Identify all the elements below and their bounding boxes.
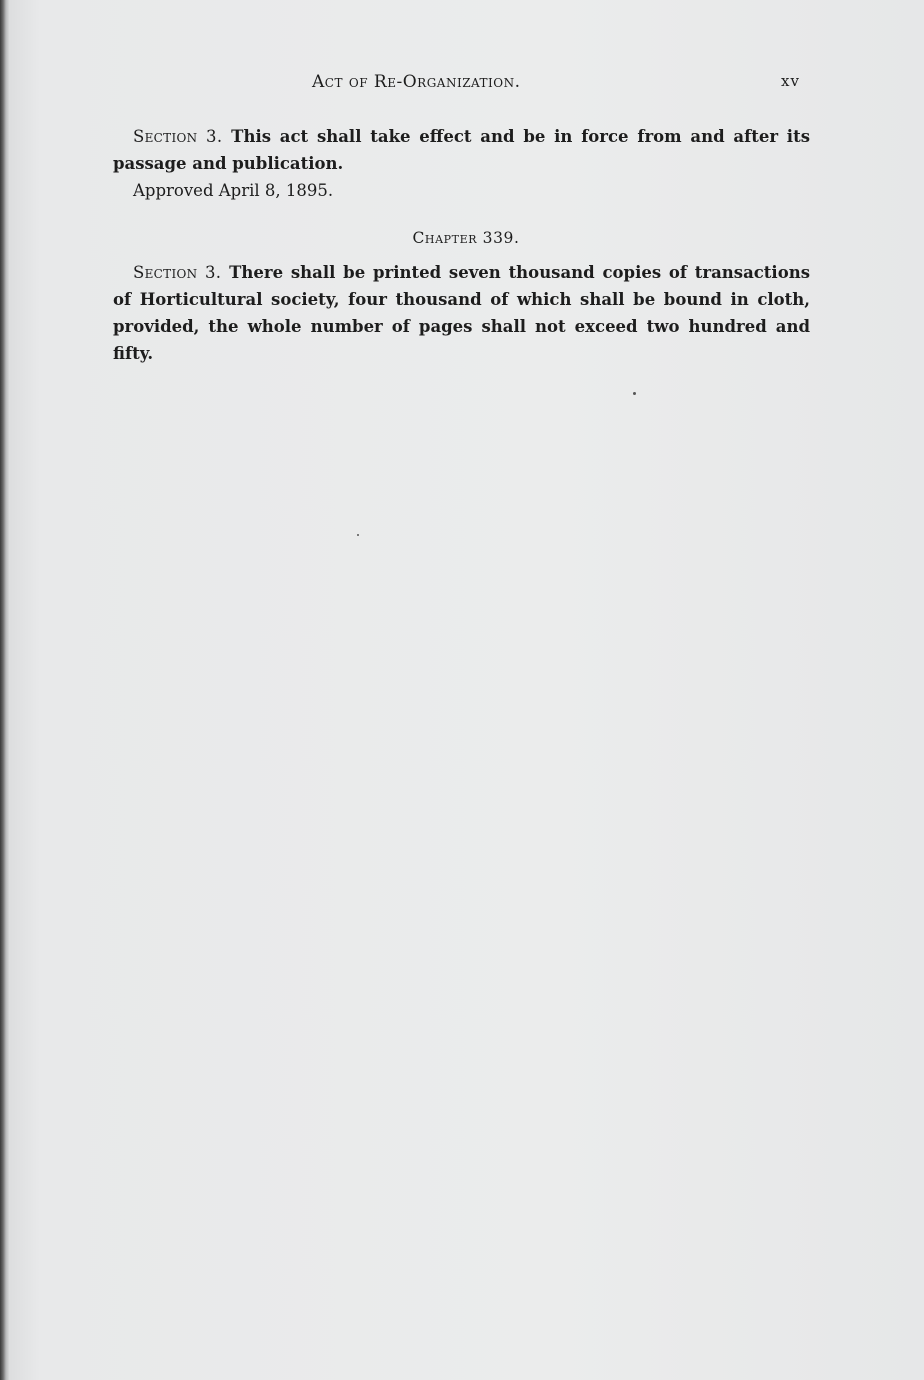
running-head	[0, 72, 924, 98]
chapter-section-block	[113, 259, 810, 367]
chapter-section-text: There shall be printed seven thousand copies of transactions of Horticultural society, four thousand of which shall be bound in cloth, provided, the whole number of pages shall not exceed two hundred and fifty.	[113, 263, 810, 363]
approval-text: Approved April 8, 1895.	[133, 181, 334, 200]
section-label: Section 3.	[133, 127, 223, 146]
section-paragraph	[113, 123, 810, 177]
chapter-section-label: Section 3.	[133, 263, 222, 282]
print-speck	[633, 392, 636, 395]
section-block	[113, 123, 810, 204]
binding-edge	[0, 0, 9, 1380]
print-speck	[357, 534, 359, 536]
page-number: xv	[781, 72, 800, 90]
section-text: This act shall take effect and be in force from and after its passage and publication.	[113, 127, 810, 173]
chapter-section-paragraph	[113, 259, 810, 367]
running-head-title: Act of Re-Organization.	[312, 72, 521, 92]
approval-line	[113, 177, 810, 204]
chapter-heading: Chapter 339.	[412, 229, 520, 247]
